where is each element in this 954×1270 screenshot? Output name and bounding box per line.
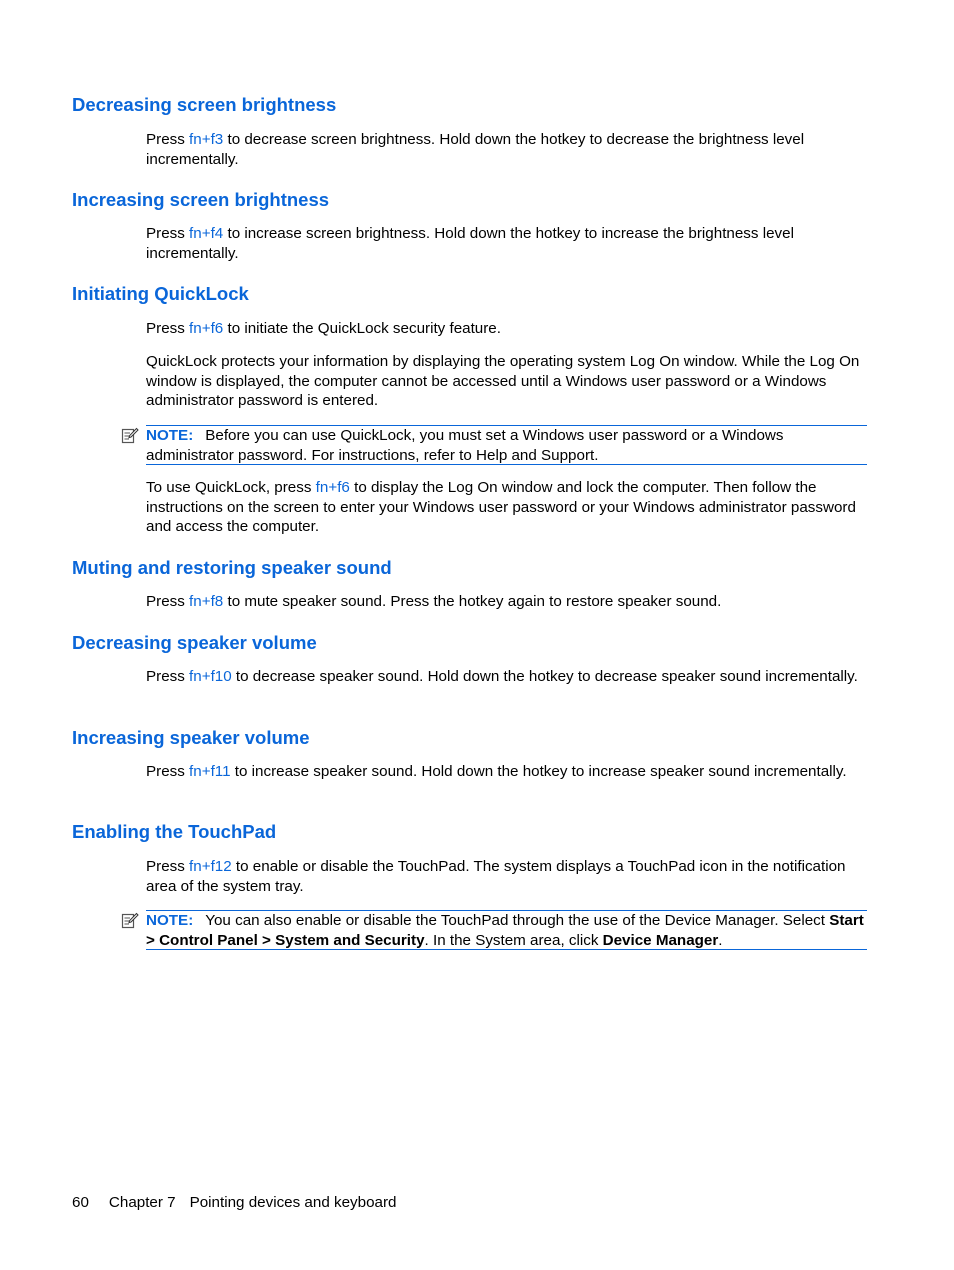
text: Press: [146, 668, 190, 685]
note-text: .: [718, 931, 723, 949]
text: to decrease screen brightness. Hold down the hotkey to decrease the brightness level incrementally.: [146, 131, 805, 168]
paragraph: [146, 224, 868, 263]
paragraph: [146, 667, 868, 687]
paragraph: [146, 478, 868, 537]
note-text: You can also enable or disable the TouchPad through the use of the Device Manager. Select: [205, 912, 830, 929]
text: Press: [146, 225, 190, 242]
text: To use QuickLock, press: [146, 479, 316, 496]
paragraph: [146, 762, 868, 782]
note-menu-path: Start > Control Panel > System and Security: [146, 912, 864, 949]
note-box: [146, 425, 867, 465]
page-footer: [72, 1193, 396, 1212]
chapter-title: Pointing devices and keyboard: [189, 1194, 397, 1211]
paragraph: [146, 857, 868, 896]
note-device-manager: Device Manager: [602, 931, 719, 949]
note-pencil-icon: [121, 912, 139, 930]
note-box: [146, 910, 867, 950]
text: to display the Log On window and lock the computer. Then follow the instructions on the screen to enter your Windows user password or your Windows administrator password and access the computer.: [146, 479, 856, 535]
hotkey-fn-f4: fn+f4: [189, 225, 224, 242]
text: Press: [146, 593, 190, 610]
note-text: Before you can use QuickLock, you must set a Windows user password or a Windows administrator password. For instructions, refer to Help and Support.: [146, 427, 784, 464]
text: Press: [146, 320, 190, 337]
text: Press: [146, 763, 190, 780]
text: to mute speaker sound. Press the hotkey again to restore speaker sound.: [223, 593, 722, 610]
heading-initiating-quicklock: Initiating QuickLock: [72, 283, 249, 304]
paragraph: [146, 130, 868, 169]
note-label: NOTE:: [146, 427, 194, 444]
page-number: 60: [72, 1194, 89, 1211]
paragraph: [146, 319, 868, 339]
heading-increasing-speaker-volume: Increasing speaker volume: [72, 727, 310, 748]
hotkey-fn-f12: fn+f12: [189, 858, 232, 875]
hotkey-fn-f10: fn+f10: [189, 668, 232, 685]
text: to initiate the QuickLock security feature.: [223, 320, 501, 337]
text: Press: [146, 131, 190, 148]
heading-increasing-screen-brightness: Increasing screen brightness: [72, 189, 330, 210]
heading-muting-restoring-speaker-sound: Muting and restoring speaker sound: [72, 557, 392, 578]
heading-decreasing-speaker-volume: Decreasing speaker volume: [72, 632, 317, 653]
note-pencil-icon: [121, 427, 139, 445]
hotkey-fn-f6: fn+f6: [315, 479, 350, 496]
paragraph: [146, 592, 868, 612]
text: Press: [146, 858, 190, 875]
hotkey-fn-f8: fn+f8: [189, 593, 224, 610]
chapter-label: Chapter 7: [108, 1194, 176, 1211]
text: to enable or disable the TouchPad. The system displays a TouchPad icon in the notification area of the system tray.: [146, 858, 846, 895]
note-text: . In the System area, click: [424, 931, 603, 949]
hotkey-fn-f11: fn+f11: [189, 763, 231, 780]
heading-decreasing-screen-brightness: Decreasing screen brightness: [72, 94, 337, 115]
paragraph: QuickLock protects your information by displaying the operating system Log On window. While the Log On window is displayed, the computer cannot be accessed until a Windows user password or a Windows administrator password is entered.: [146, 353, 860, 409]
text: to decrease speaker sound. Hold down the hotkey to decrease speaker sound incrementally.: [231, 668, 858, 685]
note-label: NOTE:: [146, 912, 194, 929]
heading-enabling-touchpad: Enabling the TouchPad: [72, 821, 277, 842]
text: to increase screen brightness. Hold down the hotkey to increase the brightness level incrementally.: [146, 225, 794, 262]
text: to increase speaker sound. Hold down the hotkey to increase speaker sound incrementally.: [230, 763, 847, 780]
hotkey-fn-f3: fn+f3: [189, 131, 224, 148]
hotkey-fn-f6: fn+f6: [189, 320, 224, 337]
